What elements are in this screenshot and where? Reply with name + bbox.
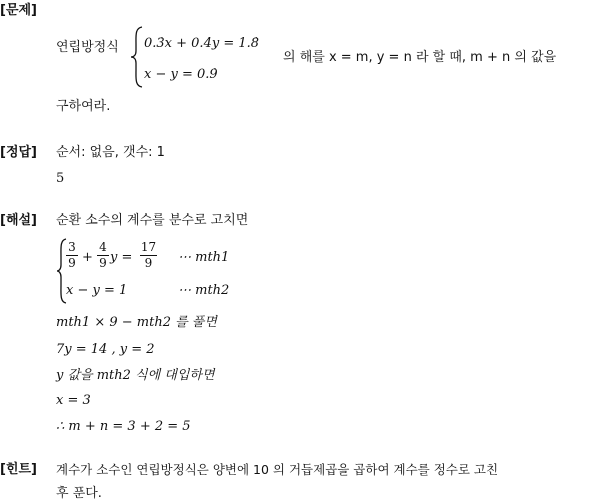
problem-label: [문제] xyxy=(0,3,37,18)
answer-line1: 순서: 없음, 갯수: 1 xyxy=(56,145,165,160)
problem-equation-1: 0.3̇x + 0.4̇y = 1.8̇ xyxy=(144,36,260,51)
answer-value: 5 xyxy=(56,171,65,186)
fraction-numerator: 4 xyxy=(99,240,107,254)
hint-label: [힌트] xyxy=(0,462,37,477)
fraction-3-over-9 xyxy=(66,241,78,270)
problem-system-brace xyxy=(130,26,144,88)
fraction-4-over-9 xyxy=(97,241,109,270)
fraction-denominator: 9 xyxy=(144,256,153,270)
hint-line-1: 계수가 소수인 연립방정식은 양변에 10 의 거듭제곱을 곱하여 계수를 정수로 고친 xyxy=(56,462,499,477)
problem-text-after: 의 해를 x = m, y = n 라 할 때, m + n 의 값을 xyxy=(283,50,557,65)
problem-equation-2: x − y = 0.9̇ xyxy=(144,67,218,82)
equation-tag-2: ⋯ mth2 xyxy=(178,283,230,298)
solution-step-4: x = 3 xyxy=(56,393,91,408)
plus-sign: + xyxy=(82,250,93,265)
fraction-denominator: 9 xyxy=(68,256,76,270)
equation-tag-1: ⋯ mth1 xyxy=(178,250,230,265)
solution-step-3: y 값을 mth2 식에 대입하면 xyxy=(56,368,215,383)
solution-step-2: 7y = 14 , y = 2 xyxy=(56,342,155,357)
solution-equation-2: x − y = 1 xyxy=(66,283,128,298)
y-equals: y = xyxy=(110,250,133,265)
answer-label: [정답] xyxy=(0,145,37,160)
solution-intro: 순환 소수의 계수를 분수로 고치면 xyxy=(56,213,249,228)
fraction-numerator: 3 xyxy=(68,240,76,254)
solution-step-1: mth1 × 9 − mth2 를 풀면 xyxy=(56,315,217,330)
hint-line-2: 후 푼다. xyxy=(56,486,102,501)
problem-text-before: 연립방정식 xyxy=(56,40,119,55)
fraction-numerator: 17 xyxy=(140,240,157,254)
solution-conclusion: ∴ m + n = 3 + 2 = 5 xyxy=(56,419,191,434)
solution-label: [해설] xyxy=(0,213,37,228)
fraction-17-over-9 xyxy=(140,241,157,270)
fraction-denominator: 9 xyxy=(99,256,107,270)
problem-text-line2: 구하여라. xyxy=(56,99,111,114)
